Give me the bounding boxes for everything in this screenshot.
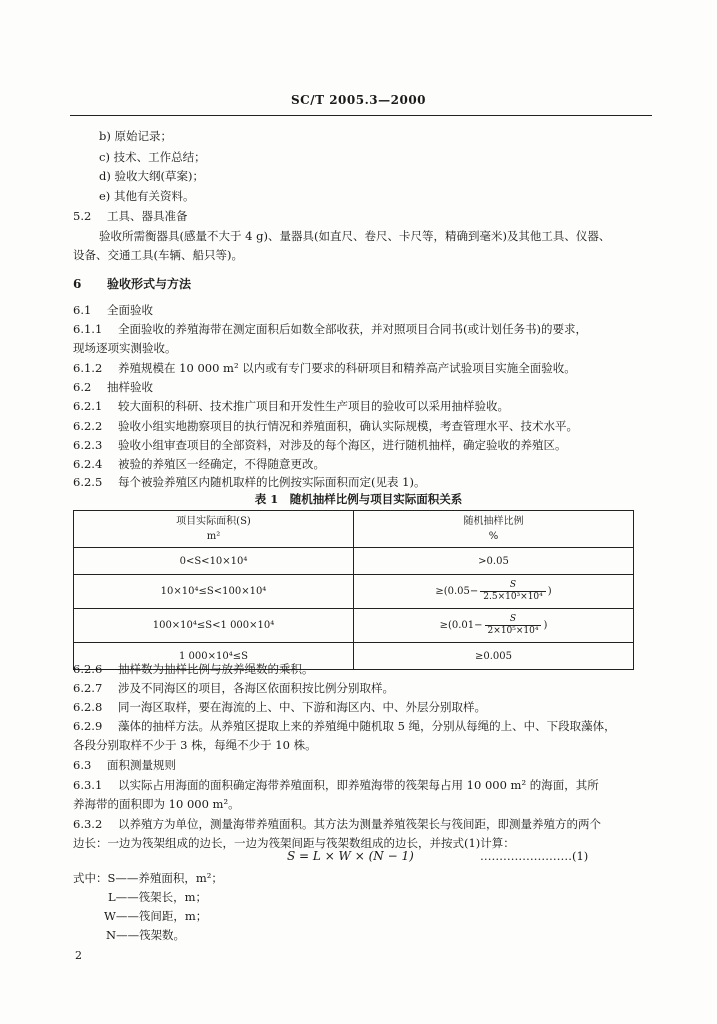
section-title: 验收形式与方法 [107,277,192,291]
clause-number: 6.2.4 [73,457,103,471]
section-6-2-heading [73,379,153,395]
ratio-cell [354,575,634,609]
clause-text: 被验的养殖区一经确定，不得随意更改。 [118,457,325,471]
ratio-cell [354,609,634,643]
clause-number: 6.2.2 [73,419,103,433]
clause-text: 同一海区取样，要在海流的上、中、下游和海区内、中、外层分别取样。 [118,700,486,714]
column-header-unit: % [488,531,499,542]
list-item: e) 其他有关资料。 [99,189,195,203]
section-title: 工具、器具准备 [107,209,188,223]
area-formula: S = L × W × (N − 1) [287,849,414,863]
fraction-denominator: 2×10⁵×10⁴ [487,626,539,636]
ratio-fraction [480,580,546,603]
clause-6-1-1 [73,321,587,337]
area-range-cell: 0<S<10×10⁴ [74,548,354,575]
ratio-suffix: ) [543,620,548,631]
clause-number: 6.2.8 [73,700,103,714]
clause-text: 验收小组审查项目的全部资料，对涉及的每个海区，进行随机抽样，确定验收的养殖区。 [118,438,567,452]
clause-number: 6.2.3 [73,438,103,452]
section-number: 5.2 [73,209,92,223]
section-5-2-heading [73,208,188,224]
page-number: 2 [75,949,82,962]
clause-number: 6.2.7 [73,681,103,695]
clause-text: 涉及不同海区的项目，各海区依面积按比例分别取样。 [118,681,394,695]
table-row [74,575,634,609]
column-header-area [74,511,354,548]
paragraph-line: 各段分别取样不少于 3 株，每绳不少于 10 株。 [73,738,317,752]
clause-number: 6.3.2 [73,817,103,831]
header-rule [70,115,652,116]
column-header-text: 项目实际面积(S) [176,516,251,527]
fraction-denominator: 2.5×10³×10⁴ [483,592,543,602]
list-item: b) 原始记录； [99,129,173,143]
formula-variable: L——筏架长，m； [108,890,208,904]
area-range-cell: 100×10⁴≤S<1 000×10⁴ [74,609,354,643]
clause-6-3-1 [73,777,599,793]
list-item: c) 技术、工作总结； [99,150,206,164]
section-title: 面积测量规则 [107,758,176,772]
clause-text: 每个被验养殖区内随机取样的比例按实际面积而定(见表 1)。 [118,475,426,489]
clause-number: 6.1.1 [73,322,103,336]
formula-number: ……………………(1) [480,849,589,863]
section-number: 6.1 [73,303,92,317]
clause-6-2-8 [73,699,486,715]
clause-text: 以实际占用海面的面积确定海带养殖面积，即养殖海带的筏架每占用 10 000 m² 的海面，其所 [118,778,599,792]
clause-6-2-2 [73,418,578,434]
paragraph-line: 验收所需衡器具(感量不大于 4 g)、量器具(如直尺、卷尺、卡尺等，精确到毫米)及其他工具、仪器、 [99,229,611,243]
clause-text: 较大面积的科研、技术推广项目和开发性生产项目的验收可以采用抽样验收。 [118,399,509,413]
clause-6-2-3 [73,437,567,453]
paragraph-line: 设备、交通工具(车辆、船只等)。 [73,248,243,262]
section-number: 6.2 [73,380,92,394]
section-6-1-heading [73,302,153,318]
clause-text: 抽样数为抽样比例与放养绳数的乘积。 [118,662,314,676]
table-header-row [74,511,634,548]
sampling-ratio-table [73,510,634,670]
ratio-prefix: ≥(0.05− [435,586,479,597]
clause-6-1-2 [73,360,576,376]
clause-6-3-2 [73,816,601,832]
ratio-cell: >0.05 [354,548,634,575]
section-number: 6 [73,277,82,291]
clause-6-2-7 [73,680,394,696]
clause-text: 全面验收的养殖海带在测定面积后如数全部收获，并对照项目合同书(或计划任务书)的要求， [118,322,587,336]
column-header-unit: m² [206,531,221,542]
section-number: 6.3 [73,758,92,772]
section-6-3-heading [73,757,176,773]
clause-6-2-1 [73,398,509,414]
clause-number: 6.3.1 [73,778,103,792]
clause-6-2-5 [73,474,425,490]
clause-number: 6.2.1 [73,399,103,413]
paragraph-line: 边长：一边为筏架组成的边长，一边为筏架间距与筏架数组成的边长，并按式(1)计算： [73,836,515,850]
fraction-numerator: S [480,580,546,592]
clause-text: 养殖规模在 10 000 m² 以内或有专门要求的科研项目和精养高产试验项目实施全面验收。 [118,361,576,375]
clause-text: 验收小组实地勘察项目的执行情况和养殖面积，确认实际规模，考查管理水平、技术水平。 [118,419,578,433]
ratio-prefix: ≥(0.01− [439,620,483,631]
clause-number: 6.1.2 [73,361,103,375]
clause-text: 以养殖方为单位，测量海带养殖面积。其方法为测量养殖筏架长与筏间距，即测量养殖方的两个 [118,817,601,831]
ratio-fraction [485,614,542,637]
paragraph-line: 现场逐项实测验收。 [73,341,177,355]
area-range-cell: 10×10⁴≤S<100×10⁴ [74,575,354,609]
formula-variable: W——筏间距，m； [104,909,208,923]
fraction-numerator: S [485,614,542,626]
table-row [74,548,634,575]
clause-number: 6.2.5 [73,475,103,489]
clause-number: 6.2.6 [73,662,103,676]
standard-number: SC/T 2005.3—2000 [290,93,427,107]
paragraph-line: 养海带的面积即为 10 000 m²。 [73,797,240,811]
ratio-cell: ≥0.005 [354,643,634,670]
table-caption: 表 1 随机抽样比例与项目实际面积关系 [254,492,463,506]
section-title: 抽样验收 [107,380,153,394]
ratio-suffix: ) [547,586,552,597]
list-item: d) 验收大纲(草案)； [99,169,204,183]
clause-6-2-6 [73,661,314,677]
section-title: 全面验收 [107,303,153,317]
column-header-text: 随机抽样比例 [463,516,524,527]
clause-text: 藻体的抽样方法。从养殖区提取上来的养殖绳中随机取 5 绳，分别从每绳的上、中、下段取藻体， [118,719,616,733]
clause-number: 6.2.9 [73,719,103,733]
column-header-ratio [354,511,634,548]
formula-variable: 式中：S——养殖面积，m²； [73,871,223,885]
formula-variable: N——筏架数。 [106,928,186,942]
clause-6-2-9 [73,718,616,734]
area-range-cell: 1 000×10⁴≤S [74,643,354,670]
table-row [74,609,634,643]
clause-6-2-4 [73,456,325,472]
section-6-heading [73,276,191,292]
